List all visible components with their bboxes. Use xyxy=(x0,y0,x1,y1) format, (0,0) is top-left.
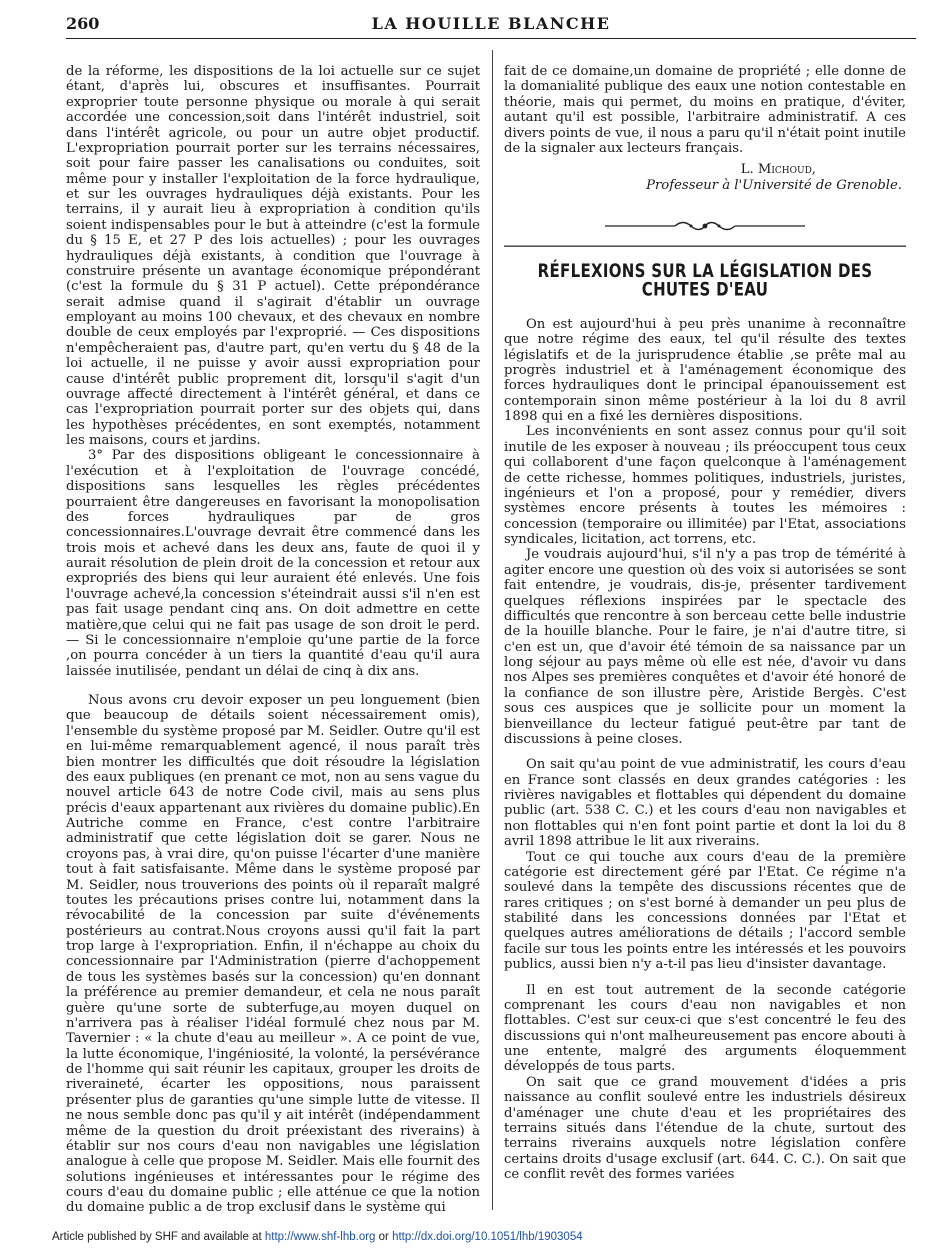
author-signature xyxy=(504,162,906,193)
doi-link[interactable]: http://dx.doi.org/10.1051/lhb/1903054 xyxy=(392,1231,583,1243)
paragraph: 3° Par des dispositions obligeant le concessionnaire à l'exécution et à l'exploitation de l'ouvrage concédé, dispositions sans lesquelles les règles précédentes pourraient être dangereuses en favorisant la monopolisation des forces hydrauliques par de gros concessionnaires.L'ouvrage devrait être commencé dans les trois mois et achevé dans les deux ans, faute de quoi il y aurait résolution de plein droit de la concession et retour aux expropriés des biens qui leur auraient été enlevés. Une fois l'ouvrage achevé,la concession s'éteindrait aussi s'il n'en est pas fait usage pendant cinq ans. On doit admettre en cette matière,que celui qui ne fait pas usage de son droit le perd. — Si le concessionnaire n'emploie qu'une partie de la force ,on pourra concéder à un tiers la quantité d'eau qu'il aura laissée inutilisée, pendant un délai de cinq à dix ans. xyxy=(66,448,480,679)
footer-text: or xyxy=(375,1231,393,1243)
paragraph: Tout ce qui touche aux cours d'eau de la première catégorie est directement géré par l'Etat. Ce régime n'a soulevé dans la tempête des discussions récentes que de rares critiques ; on s'est borné à demander un peu plus de stabilité dans les concessions données par l'Etat et quelques autres améliorations de détails ; l'accord semble facile sur tous les points entre les intéressés et les pouvoirs publics, aussi bien n'y a-t-il pas lieu d'insister davantage. xyxy=(504,849,906,973)
paragraph: Les inconvénients en sont assez connus pour qu'il soit inutile de les exposer à nouveau ; ils préoccupent tous ceux qui collaborent d'une façon quelconque à l'aménagement de cette richesse, hommes politiques, industriels, juristes, ingénieurs et l'on a proposé, pour y remédier, divers systèmes encore présents à toutes les mémoires : concession (temporaire ou illimitée) par l'Etat, associations syndicales, licitation, act torrens, etc. xyxy=(504,424,906,547)
paragraph: On sait que ce grand mouvement d'idées a pris naissance au conflit soulevé entre les industriels désireux d'aménager une chute d'eau et les propriétaires des terrains situés dans l'étendue de la chute, surtout des terrains riverains auxquels notre législation confère certains droits d'usage exclusif (art. 644. C. C.). On sait que ce conflit revêt des formes variées xyxy=(504,1074,906,1182)
column-divider xyxy=(492,50,493,1210)
paragraph: On sait qu'au point de vue administratif, les cours d'eau en France sont classés en deux grandes catégories : les rivières navigables et flottables qui dépendent du domaine public (art. 538 C. C.) et les cours d'eau non navigables et non flottables qui n'en font point partie et dont la loi du 8 avril 1898 attribue le lit aux riverains. xyxy=(504,757,906,850)
author-name: L. Michoud, xyxy=(740,162,816,178)
paragraph: fait de ce domaine,un domaine de propriété ; elle donne de la domanialité publique des eaux une notion contestable en théorie, mais qui permet, du moins en pratique, d'éviter, autant qu'il est possible, l'arbitraire administratif. A ces divers points de vue, il nous a paru qu'il n'était point inutile de la signaler aux lecteurs français. xyxy=(504,64,906,156)
left-column xyxy=(66,64,480,1216)
paragraph: de la réforme, les dispositions de la loi actuelle sur ce sujet étant, d'après lui, obscures et insuffisantes. Pourrait exproprier toute personne physique ou morale à qui serait accordée une concession,soit dans l'intérêt industriel, soit dans l'intérêt agricole, ou pour un autre objet productif. L'expropriation pourrait porter sur les terrains nécessaires, soit pour faire passer les canalisations ou conduites, soit même pour y installer l'exploitation de la force hydraulique, et sur les ouvrages hydrauliques déjà existants. Pour les terrains, il y aurait lieu à expropriation à condition qu'ils soient indispensables pour le but à atteindre (c'est la formule du § 15 E, et 27 P des lois actuelles) ; pour les ouvrages hydrauliques déjà existants, à condition que l'ouvrage à construire présente un avantage économique prépondérant (c'est la formule du § 31 P actuel). Cette prépondérance serait admise quand il s'agirait d'établir un ouvrage employant au moins 100 chevaux, et des chevaux en nombre double de ceux employés par l'exproprié. — Ces dispositions n'empêcheraient pas, d'autre part, qu'en vertu du § 48 de la loi actuelle, il ne puisse y avoir aussi expropriation pour cause d'intérêt public proprement dit, lorsqu'il s'agit d'un ouvrage affecté directement à l'intérêt général, et dans ce cas l'expropriation pourrait porter sur des objets qui, dans les hypothèses précédentes, en sont exemptés, notamment les maisons, cours et jardins. xyxy=(66,64,480,448)
paragraph: Nous avons cru devoir exposer un peu longuement (bien que beaucoup de détails soient nécessairement omis), l'ensemble du système proposé par M. Seidler. Outre qu'il est en lui-même remarquablement agencé, il nous paraît très bien montrer les difficultés que doit résoudre la législation des eaux publiques (en prenant ce mot, non au sens vague du nouvel article 643 de notre Code civil, mais au sens plus précis d'eaux appartenant aux rivières du domaine public).En Autriche comme en France, c'est contre l'arbitraire administratif que cette législation doit se garer. Nous ne croyons pas, à vrai dire, qu'on puisse l'écarter d'une manière tout à fait satisfaisante. Même dans le système proposé par M. Seidler, nous trouverions des points où il reparaît malgré toutes les précautions prises contre lui, notamment dans la révocabilité de la concession par suite d'événements postérieurs au contrat.Nous croyons aussi qu'il fait la part trop large à l'expropriation. Enfin, il n'échappe au choix du concessionnaire par l'Administration (pierre d'achoppement de tous les systèmes basés sur la concession) qu'en donnant la préférence au premier demandeur, et cela ne nous paraît guère qu'une sorte de subterfuge,au moyen duquel on n'arrivera pas à réaliser l'idéal formulé chez nous par M. Tavernier : « la chute d'eau au meilleur ». A ce point de vue, la lutte économique, l'ingéniosité, la volonté, la persévérance de l'homme qui sait réunir les capitaux, grouper les droits de riveraineté, écarter les oppositions, nous paraissent présenter plus de garanties qu'une simple lutte de vitesse. Il ne nous semble donc pas qu'il y ait intérêt (indépendamment même de la question du droit préexistant des riverains) à établir sur nos cours d'eau non navigables une législation analogue à celle que propose M. Seidler. Mais elle fournit des solutions ingénieuses et intéressantes pour le régime des cours d'eau du domaine public ; elle atténue ce que la notion du domaine public a de trop exclusif dans le système qui xyxy=(66,693,481,1216)
footer-notice xyxy=(52,1231,583,1243)
footer-text: Article published by SHF and available at xyxy=(52,1231,265,1243)
paragraph: Je voudrais aujourd'hui, s'il n'y a pas trop de témérité à agiter encore une question où des voix si autorisées se sont fait entendre, je voudrais, dis-je, présenter tardivement quelques réflexions inspirées par le spectacle des difficultés que rencontre à son berceau cette belle industrie de la houille blanche. Pour le faire, je n'ai d'autre titre, si c'en est un, que d'avoir été témoin de sa naissance par un long séjour au pays même où elle est née, d'avoir vu dans nos Alpes ses premières conquêtes et d'avoir été honoré de la confiance de son illustre père, Aristide Bergès. C'est sous ces auspices que je sollicite pour un moment la bienveillance du lecteur fatigué peut-être par tant de discussions à peine closes. xyxy=(504,547,906,747)
shf-link[interactable]: http://www.shf-lhb.org xyxy=(264,1231,376,1243)
paragraph: Il en est tout autrement de la seconde catégorie comprenant les cours d'eau non navigables et non flottables. C'est sur ceux-ci que s'est concentré le feu des discussions qui n'ont malheureusement pas encore abouti à une entente, malgré des arguments éloquemment développés de tous parts. xyxy=(504,982,906,1075)
running-header xyxy=(66,12,916,39)
article-title: RÉFLEXIONS SUR LA LÉGISLATION DES CHUTES D'EAU xyxy=(504,246,906,301)
page-number: 260 xyxy=(66,14,100,33)
author-affiliation: Professeur à l'Université de Grenoble. xyxy=(646,177,902,193)
running-title: LA HOUILLE BLANCHE xyxy=(371,14,611,33)
paragraph: On est aujourd'hui à peu près unanime à reconnaître que notre régime des eaux, tel qu'il résulte des textes législatifs et de la jurisprudence établie ,se prête mal au progrès industriel et à l'aménagement économique des forces hydrauliques dont le principal épanouissement est contemporain sinon même postérieur à la loi du 8 avril 1898 qui en a fixé les dernières dispositions. xyxy=(504,316,906,424)
right-column xyxy=(504,64,906,1182)
ornament-divider xyxy=(605,219,805,233)
